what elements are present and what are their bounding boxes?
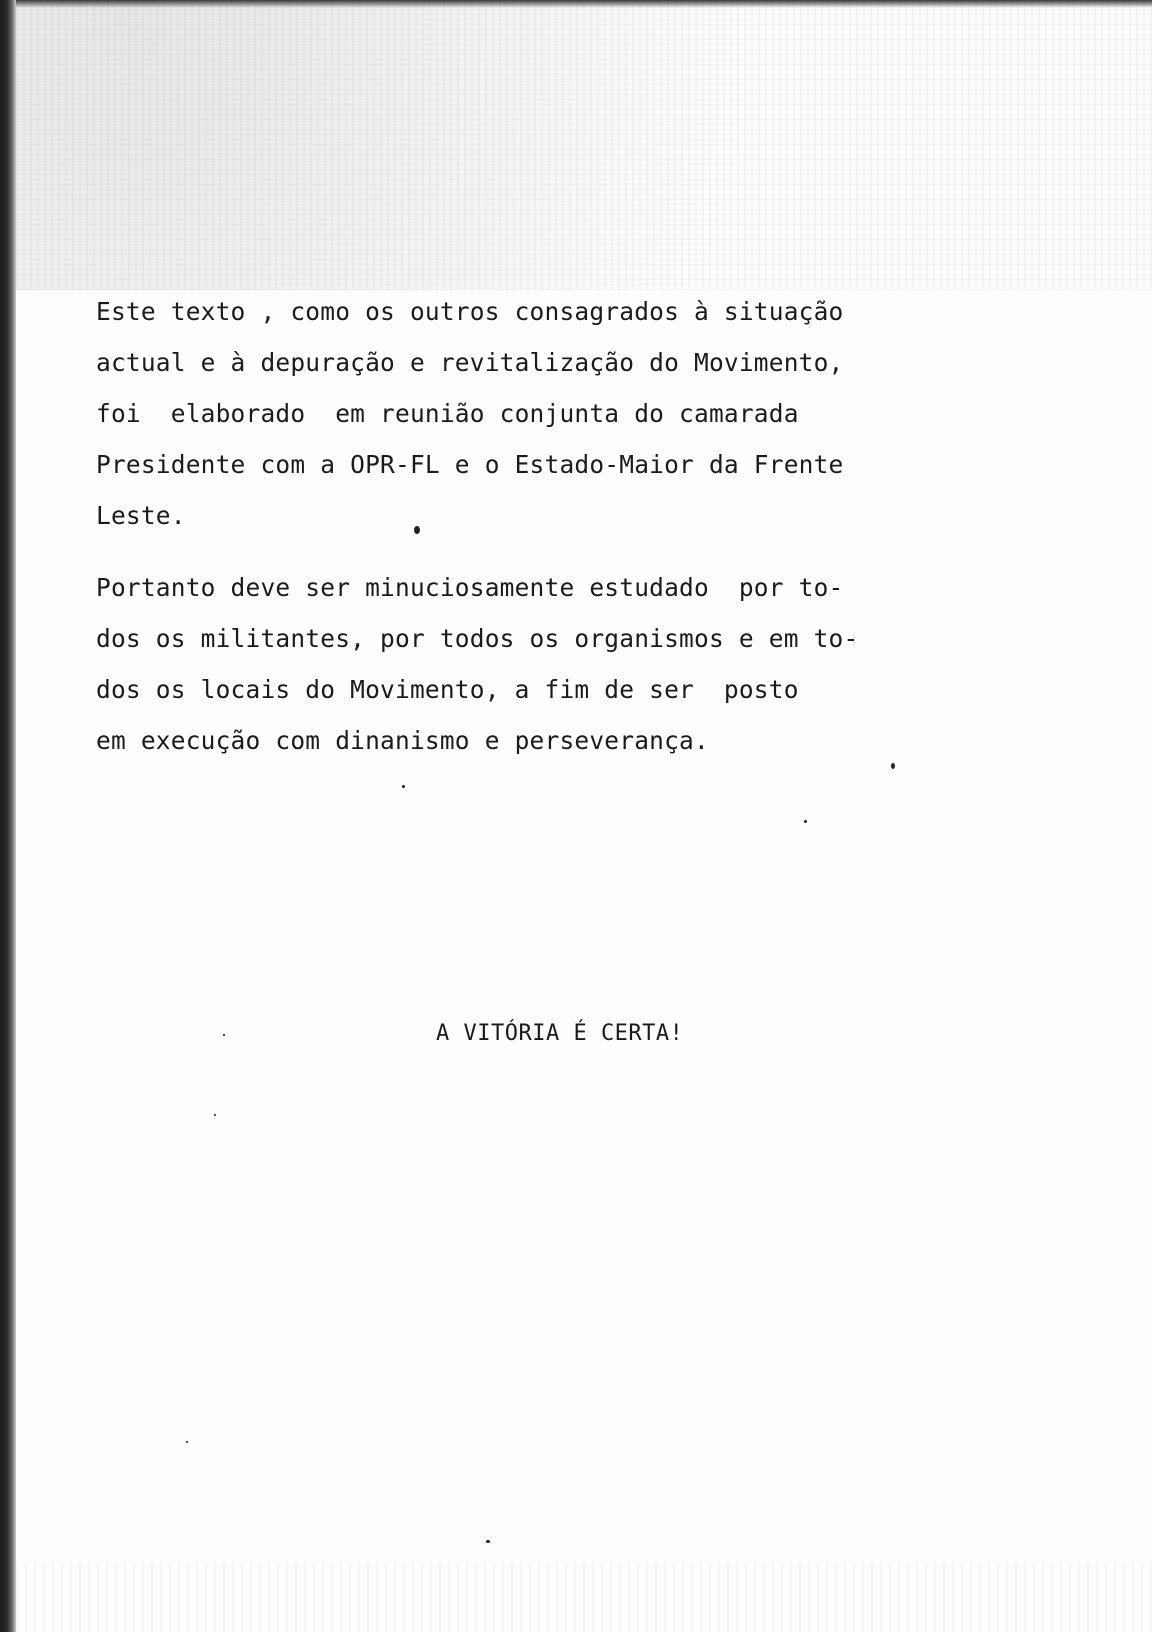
text-line: Este texto , como os outros consagrados à situação: [96, 297, 844, 326]
scan-noise-top: [16, 0, 1152, 290]
text-line: dos os militantes, por todos os organismos e em to-: [96, 624, 859, 653]
text-line: Presidente com a OPR-FL e o Estado-Maior da Frente: [96, 450, 844, 479]
paragraph-instructions: [96, 562, 976, 766]
text-line: Leste.: [96, 501, 186, 530]
text-line: actual e à depuração e revitalização do Movimento,: [96, 348, 844, 377]
scan-speck: [186, 1441, 188, 1443]
text-line: em execução com dinanismo e perseverança.: [96, 726, 709, 755]
scan-noise-bottom: [16, 1562, 1152, 1632]
scan-speck: [402, 785, 405, 788]
text-line: dos os locais do Movimento, a fim de ser posto: [96, 675, 799, 704]
binding-edge: [0, 0, 16, 1632]
scan-speck: [223, 1034, 225, 1036]
paragraph-intro: [96, 286, 976, 541]
scan-speck: [804, 820, 807, 823]
scan-speck: [486, 1540, 490, 1543]
scan-edge-top: [16, 0, 1152, 8]
text-line: foi elaborado em reunião conjunta do camarada: [96, 399, 799, 428]
closing-slogan: A VITÓRIA É CERTA!: [436, 1021, 684, 1046]
text-line: Portanto deve ser minuciosamente estudado por to-: [96, 573, 844, 602]
scan-speck: [214, 1114, 216, 1116]
